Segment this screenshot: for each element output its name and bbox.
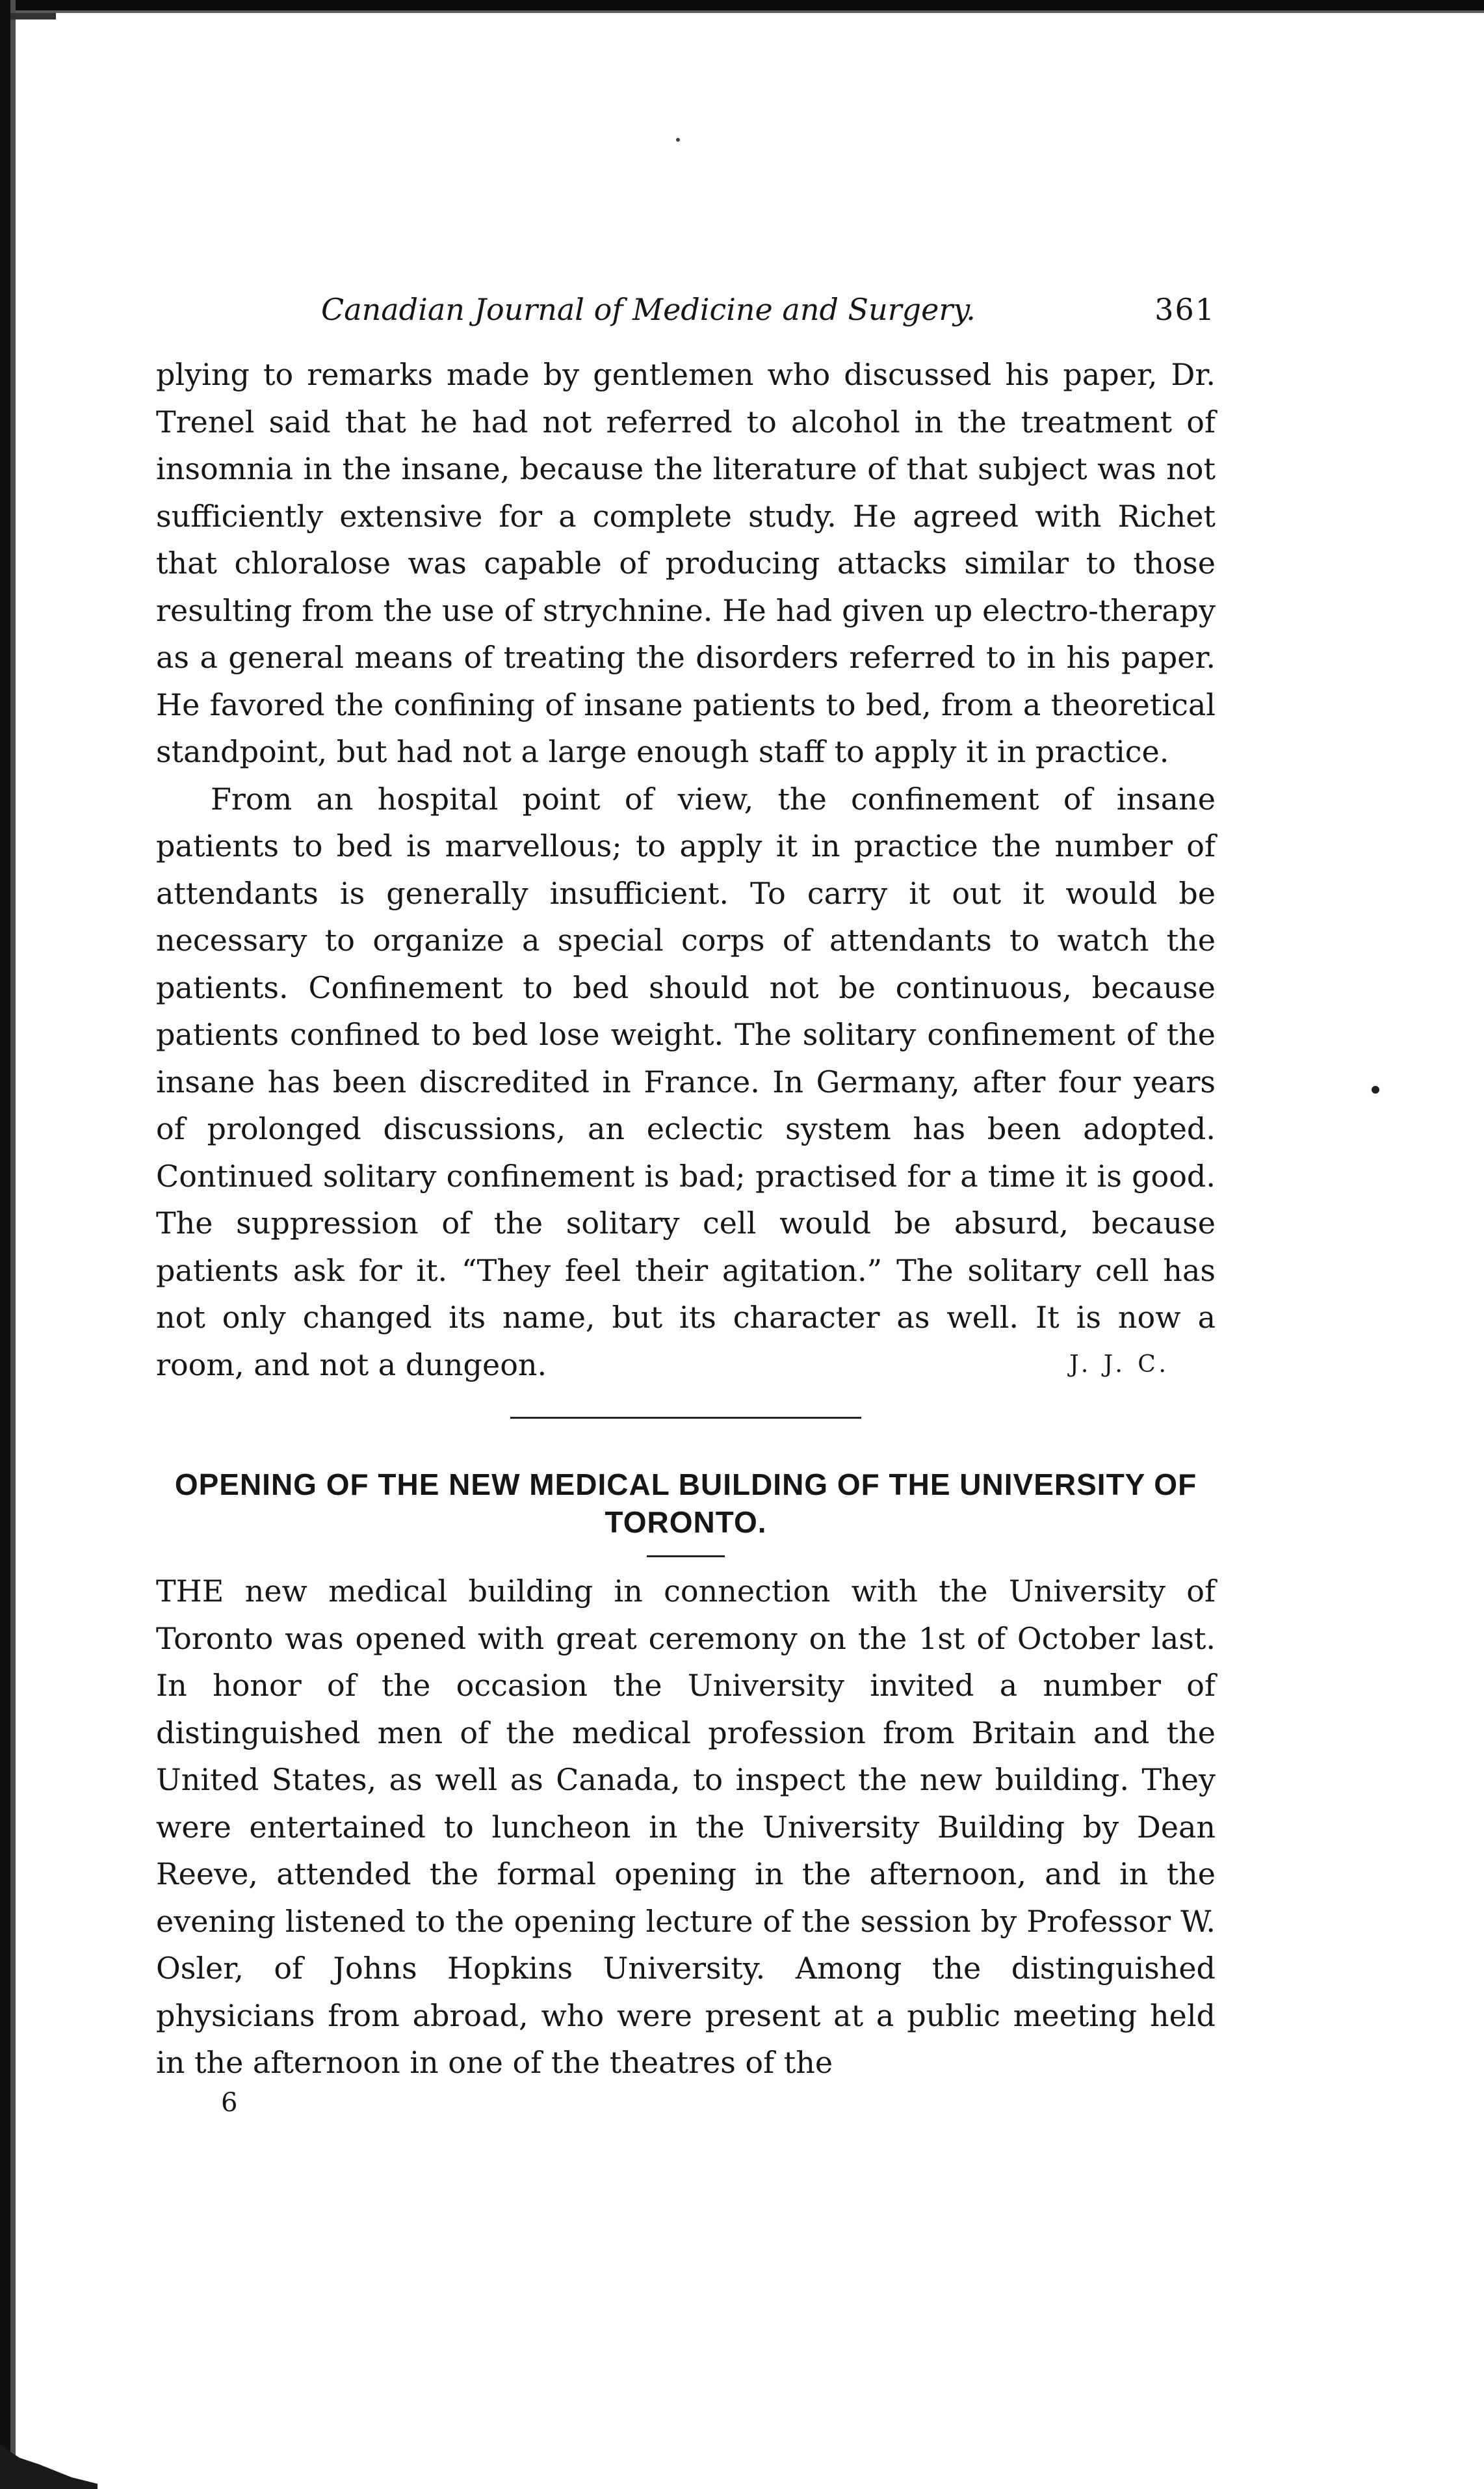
- running-head: [156, 280, 1216, 351]
- scan-corner-mark: [0, 2438, 98, 2489]
- author-initials: J. J. C.: [1069, 1351, 1170, 1378]
- scan-edge-left: [0, 0, 21, 2489]
- page: [156, 280, 1216, 2119]
- page-number: 361: [1154, 292, 1216, 327]
- scan-edge-tick: [10, 13, 56, 20]
- signature-mark: 6: [221, 2087, 238, 2118]
- section-divider: [510, 1417, 861, 1419]
- margin-dot: [1372, 1086, 1379, 1094]
- article-title: OPENING OF THE NEW MEDICAL BUILDING OF THE UNIVERSITY OF TORONTO.: [174, 1468, 1197, 1539]
- scan-edge-top: [0, 0, 1484, 17]
- title-underline: [647, 1555, 725, 1557]
- journal-title: Canadian Journal of Medicine and Surgery.: [321, 292, 976, 327]
- body-paragraph-2: From an hospital point of view, the confinement of insane patients to bed is marvellous; to apply it in practice the number of attendants is generally insufficient. To carry it out it would be necessary to organize a special corps of attendants to watch the patients. Confinement to bed should not be continuous, because patients confined to bed lose weight. The solitary confinement of the insane has been discredited in France. In Germany, after four years of prolonged discussions, an eclectic system has been adopted. Continued solitary confinement is bad; practised for a time it is good. The suppression of the solitary cell would be absurd, because patients ask for it. “They feel their agitation.” The solitary cell has not only changed its name, but its character as well. It is now a room, and not a dungeon.: [156, 781, 1216, 1382]
- article-paragraph-1: THE new medical building in connection with the University of Toronto was opened with great ceremony on the 1st of October last. In honor of the occasion the University invited a number of distinguished men of the medical profession from Britain and the United States, as well as Canada, to inspect the new building. They were entertained to luncheon in the University Building by Dean Reeve, attended the formal opening in the afternoon, and in the evening listened to the opening lecture of the session by Professor W. Osler, of Johns Hopkins University. Among the distinguished physicians from abroad, who were present at a public meeting held in the afternoon in one of the theatres of the: [156, 1574, 1216, 2080]
- body-paragraph-1: plying to remarks made by gentlemen who discussed his paper, Dr. Trenel said that he had not referred to alcohol in the treatment of insomnia in the insane, because the literature of that subject was not sufficiently extensive for a complete study. He agreed with Richet that chloralose was capable of producing attacks similar to those resulting from the use of strychnine. He had given up electro-therapy as a general means of treating the disorders referred to in his paper. He favored the confining of insane patients to bed, from a theoretical standpoint, but had not a large enough staff to apply it in practice.: [156, 357, 1216, 769]
- print-speck: [676, 138, 680, 142]
